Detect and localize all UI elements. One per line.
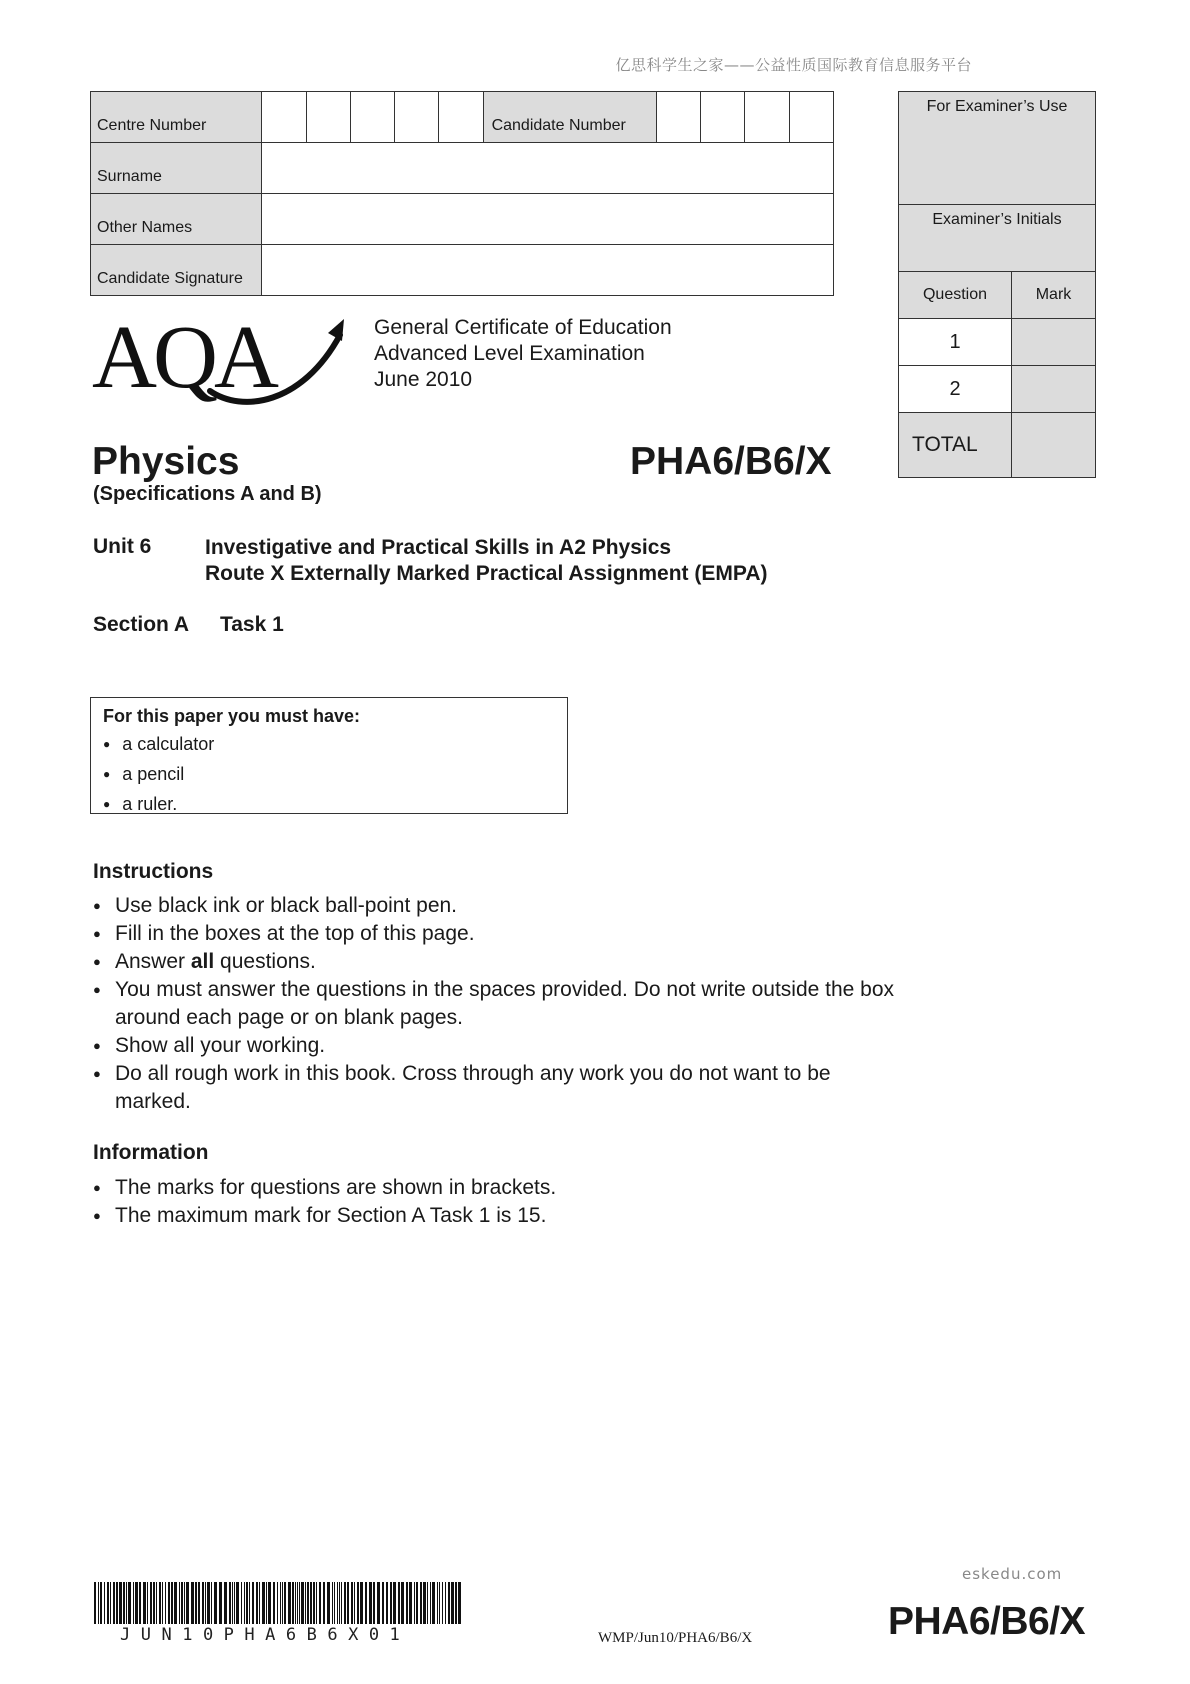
mark-cell[interactable] [1012,319,1096,366]
document-reference: WMP/Jun10/PHA6/B6/X [598,1630,753,1646]
barcode-bar [195,1582,197,1624]
qualification-line: General Certificate of Education [374,316,672,339]
candidate-number-digit[interactable] [701,92,745,143]
barcode-bar [386,1582,388,1624]
barcode-bar [382,1582,384,1624]
barcode-bar [179,1582,180,1624]
barcode-bar [98,1582,99,1624]
barcode-bar [284,1582,286,1624]
barcode-bar [437,1582,438,1624]
barcode-bar [273,1582,275,1624]
barcode-bar [143,1582,146,1624]
examiner-use-title: For Examiner’s Use [899,92,1095,205]
barcode-bar [191,1582,194,1624]
barcode-bar [211,1582,212,1624]
barcode-bar [416,1582,418,1624]
barcode-bar [393,1582,396,1624]
barcode-bar [262,1582,265,1624]
materials-heading: For this paper you must have: [103,706,361,726]
specifications: (Specifications A and B) [93,483,322,505]
barcode-bar [305,1582,306,1624]
barcode-bar [409,1582,412,1624]
barcode-bar [277,1582,278,1624]
barcode-bar [147,1582,148,1624]
barcode-bar [341,1582,342,1624]
candidate-number-label: Candidate Number [483,92,656,143]
barcode-bar [323,1582,325,1624]
unit-label: Unit 6 [93,535,152,558]
section-task [93,613,284,637]
barcode-bar [319,1582,321,1624]
section-label: Section A [93,613,189,636]
barcode-bar [282,1582,283,1624]
barcode-bar [94,1582,96,1624]
barcode-bar [458,1582,461,1624]
centre-number-digit[interactable] [350,92,394,143]
candidate-number-digit[interactable] [745,92,789,143]
barcode-bar [292,1582,294,1624]
instructions-list [93,892,893,1116]
barcode-bar [159,1582,161,1624]
barcode-bar [448,1582,450,1624]
candidate-signature-field[interactable] [262,245,834,296]
barcode-bar [244,1582,245,1624]
barcode-bar [337,1582,338,1624]
marks-table [899,272,1095,477]
barcode-bar [107,1582,109,1624]
list-item: ● a calculator [103,730,555,760]
barcode-bar [401,1582,404,1624]
barcode-bar [288,1582,291,1624]
barcode-bar [153,1582,155,1624]
barcode-bar [207,1582,210,1624]
barcode-bar [420,1582,422,1624]
barcode-bar [135,1582,138,1624]
list-item: ● Do all rough work in this book. Cross through any work you do not want to be marked. [93,1060,855,1116]
mark-header: Mark [1035,286,1072,303]
qualification-line: Advanced Level Examination [374,342,645,365]
candidate-signature-label: Candidate Signature [91,245,262,296]
barcode-bar [344,1582,346,1624]
barcode-bar [414,1582,415,1624]
unit-title-line: Investigative and Practical Skills in A2 Physics [205,536,672,559]
barcode-bar [126,1582,127,1624]
barcode-bar [266,1582,267,1624]
watermark-text: 亿思科学生之家——公益性质国际教育信息服务平台 [615,56,972,74]
barcode-bar [119,1582,122,1624]
barcode-bar [351,1582,353,1624]
list-item: ● a pencil [103,760,555,790]
barcode-bar [365,1582,367,1624]
barcode-bar [432,1582,435,1624]
barcode-bar [139,1582,141,1624]
barcode-bar [360,1582,363,1624]
barcode-bar [451,1582,454,1624]
barcode-bar [310,1582,312,1624]
total-label: TOTAL [899,413,1012,478]
list-item: ● a ruler. [103,790,555,820]
barcode-bar [357,1582,359,1624]
barcode [94,1582,464,1629]
mark-cell[interactable] [1012,366,1096,413]
barcode-bar [168,1582,170,1624]
barcode-bar [354,1582,355,1624]
candidate-number-digit[interactable] [789,92,833,143]
barcode-bar [198,1582,200,1624]
subject-title: Physics [92,440,240,483]
barcode-bar [369,1582,372,1624]
other-names-label: Other Names [91,194,262,245]
barcode-bar [316,1582,317,1624]
unit-title-line: Route X Externally Marked Practical Assignment (EMPA) [205,562,768,585]
barcode-bar [430,1582,431,1624]
total-mark-cell[interactable] [1012,413,1096,478]
barcode-bar [174,1582,177,1624]
aqa-logo [92,305,352,418]
barcode-bar [301,1582,304,1624]
question-number: 1 [899,319,1012,366]
barcode-bar [123,1582,125,1624]
barcode-bar [252,1582,254,1624]
barcode-bar [100,1582,102,1624]
barcode-bar [427,1582,428,1624]
information-list [93,1174,893,1230]
barcode-bar [406,1582,408,1624]
barcode-bar [439,1582,440,1624]
list-item: ● Answer all questions. [93,948,893,976]
barcode-bar [202,1582,204,1624]
barcode-bar [184,1582,185,1624]
barcode-bar [347,1582,349,1624]
site-watermark: eskedu.com [962,1565,1063,1583]
barcode-bar [334,1582,335,1624]
barcode-bar [162,1582,163,1624]
barcode-bar [249,1582,250,1624]
barcode-bar [113,1582,115,1624]
barcode-bar [234,1582,235,1624]
paper-code: PHA6/B6/X [630,440,832,483]
list-item: ● Use black ink or black ball-point pen. [93,892,893,920]
barcode-bar [268,1582,271,1624]
barcode-bar [327,1582,330,1624]
barcode-bar [377,1582,380,1624]
barcode-bar [232,1582,233,1624]
qualification-block [374,315,672,393]
barcode-bar [171,1582,173,1624]
other-names-field[interactable] [262,194,834,245]
centre-number-digit[interactable] [395,92,439,143]
barcode-bar [442,1582,443,1624]
barcode-bar [297,1582,298,1624]
barcode-text: JUN10PHA6B6X01 [120,1625,411,1645]
list-item: ● The marks for questions are shown in brackets. [93,1174,893,1202]
barcode-bar [313,1582,315,1624]
candidate-number-digit[interactable] [656,92,700,143]
barcode-bar [241,1582,242,1624]
barcode-bar [390,1582,392,1624]
barcode-bar [229,1582,231,1624]
barcode-bar [236,1582,239,1624]
exam-date: June 2010 [374,368,473,391]
barcode-bar [299,1582,300,1624]
barcode-bar [256,1582,258,1624]
barcode-bar [339,1582,340,1624]
question-number: 2 [899,366,1012,413]
list-item: ● Fill in the boxes at the top of this page. [93,920,893,948]
centre-number-digit[interactable] [262,92,306,143]
candidate-details-box [90,91,834,296]
centre-number-digit[interactable] [439,92,483,143]
barcode-bar [455,1582,457,1624]
barcode-bar [246,1582,248,1624]
barcode-bar [133,1582,134,1624]
barcode-bar [307,1582,309,1624]
unit-title [205,535,768,587]
information-heading: Information [93,1141,209,1164]
barcode-bar [295,1582,296,1624]
barcode-bar [150,1582,152,1624]
barcode-bar [128,1582,131,1624]
materials-list [103,730,555,820]
barcode-bar [423,1582,426,1624]
surname-field[interactable] [262,143,834,194]
materials-box [90,697,568,814]
examiner-initials-label: Examiner’s Initials [899,205,1095,272]
barcode-bar [259,1582,260,1624]
barcode-bar [110,1582,111,1624]
barcode-bar [445,1582,446,1624]
barcode-bar [373,1582,375,1624]
question-header: Question [899,272,1012,319]
barcode-bar [116,1582,118,1624]
barcode-bar [332,1582,333,1624]
barcode-bar [165,1582,166,1624]
task-label: Task 1 [219,613,284,636]
centre-number-digit[interactable] [306,92,350,143]
barcode-bar [181,1582,183,1624]
examiner-use-box [898,91,1096,478]
barcode-bar [186,1582,189,1624]
barcode-bar [214,1582,217,1624]
list-item: ● Show all your working. [93,1032,893,1060]
barcode-bar [104,1582,105,1624]
instructions-heading: Instructions [93,860,214,883]
surname-label: Surname [91,143,262,194]
barcode-bar [156,1582,157,1624]
list-item: ● The maximum mark for Section A Task 1 is 15. [93,1202,893,1230]
barcode-bar [219,1582,222,1624]
barcode-bar [280,1582,281,1624]
barcode-bar [398,1582,400,1624]
paper-code-footer: PHA6/B6/X [888,1600,1086,1643]
list-item: ● You must answer the questions in the spaces provided. Do not write outside the box around each page or on blank pages. [93,976,905,1032]
aqa-logo-text: AQA [92,308,275,407]
centre-number-label: Centre Number [91,92,262,143]
barcode-bar [224,1582,227,1624]
barcode-bar [205,1582,206,1624]
